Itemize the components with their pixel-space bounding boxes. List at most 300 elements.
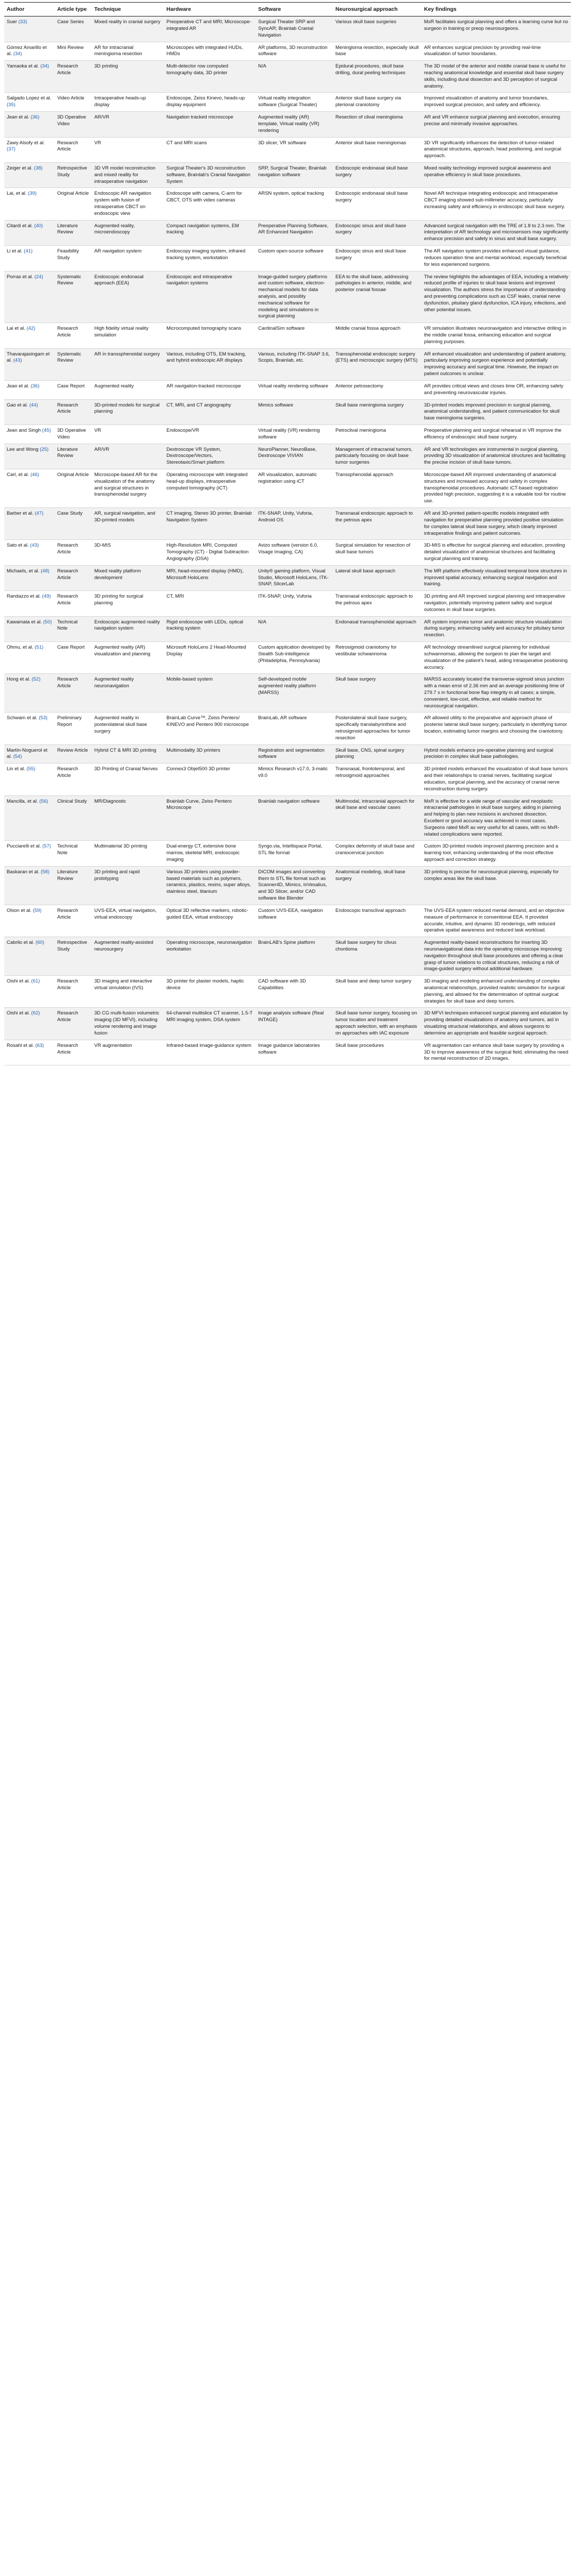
cell-key-findings: AR technology streamlined surgical planning for individual schwannomas, allowing the surgeon to plan the target and visualization of the patient's head, aiding intraoperative positioning accuracy. [421,642,571,674]
cell-article-type: Systematic Review [55,348,92,380]
cell-key-findings: VR augmentation can enhance skull base surgery by providing a 3D to improve awareness of the surgical field, eliminating the need for mental reconstruction of 2D images. [421,1040,571,1065]
table-row [4,616,571,641]
cell-software: Image-guided surgery platforms and custom software, electron-mechanical models for data analysis, and possibly mechanical software for modeling and simulations in surgical planning [256,271,333,323]
cell-article-type: Research Article [55,137,92,162]
table-row [4,469,571,508]
citation-link[interactable]: (56) [39,798,48,804]
table-row [4,425,571,444]
cell-technique: Microscope-based AR for the visualization of the anatomy and surgical structures in transsphenoidal surgery [92,469,164,508]
cell-hardware: High-Resolution MRI, Computed Tomography (CT) - Digital Subtraction Angiography (DSA) [164,540,256,565]
cell-hardware: Infrared-based image-guidance system [164,1040,256,1065]
cell-author [4,1008,55,1040]
cell-article-type: Research Article [55,540,92,565]
header-technique: Technique [92,3,164,16]
author-name: Citardi et al. [7,223,33,229]
table-row [4,642,571,674]
cell-neurosurgical-approach: Skull base meningioma surgery [333,399,421,425]
cell-article-type: Preliminary Report [55,713,92,744]
citation-link[interactable]: (58) [41,869,49,875]
citation-link[interactable]: (33) [18,19,27,25]
author-name: Oishi et al. [7,978,30,985]
cell-neurosurgical-approach: Endoscopic endonasal skull base surgery [333,188,421,220]
author-name: Zeiger et al. [7,165,33,171]
citation-link[interactable]: (45) [42,427,51,433]
table-row [4,112,571,137]
cell-technique: Hybrid CT & MRI 3D printing [92,744,164,764]
cell-article-type: Literature Review [55,444,92,469]
cell-neurosurgical-approach: Middle cranial fossa approach [333,323,421,348]
cell-technique: 3D VR model reconstruction and mixed reality for intraoperative navigation [92,162,164,188]
cell-neurosurgical-approach: Endonasal transsphenoidal approach [333,616,421,641]
citation-link[interactable]: (40) [34,223,43,229]
citation-link[interactable]: (41) [24,248,33,255]
cell-software: Custom UVS-EEA, navigation software [256,905,333,937]
citation-link[interactable]: (61) [31,978,40,985]
cell-author [4,905,55,937]
cell-author [4,444,55,469]
citation-link[interactable]: (35) [7,102,15,108]
cell-neurosurgical-approach: Retrosigmoid craniotomy for vestibular schwannoma [333,642,421,674]
citation-link[interactable]: (53) [39,715,48,721]
cell-technique: High fidelity virtual reality simulation [92,323,164,348]
author-name: Olson et al. [7,907,32,913]
cell-key-findings: Augmented reality-based reconstructions for inserting 3D neuronavigational data into the operating microscope improving navigation throughout skull base procedures and offering a clear grasp of tumor relations to critical structures, reducing a risk of image-guided surgery without additional hardware. [421,937,571,976]
cell-article-type: Research Article [55,399,92,425]
author-name: Suer [7,19,18,25]
cell-key-findings: The MR platform effectively visualized temporal bone structures in improved spatial accuracy, enhancing surgical navigation and training. [421,565,571,590]
table-row [4,188,571,220]
cell-technique: 3D printing [92,61,164,93]
cell-key-findings: 3D printed models enhanced the visualization of skull base tumors and their relationships to cranial nerves, facilitating surgical education, surgical planning, and the accuracy of cranial nerve reconstruction during surgery. [421,764,571,795]
cell-software: Syngo.via, Intellispace Portal, STL file format [256,841,333,866]
cell-author [4,469,55,508]
author-name: Lee and Wong [7,446,39,452]
table-row [4,246,571,271]
cell-author [4,42,55,61]
table-row [4,713,571,744]
cell-technique: 3D printing for surgical planning [92,591,164,616]
table-row [4,508,571,540]
cell-software: ARSN system, optical tracking [256,188,333,220]
cell-author [4,744,55,764]
author-name: Yamaoka et al. [7,63,39,70]
table-row [4,744,571,764]
cell-technique: VR [92,425,164,444]
cell-hardware: Microcomputed tomography scans [164,323,256,348]
cell-neurosurgical-approach: Transnasal endoscopic approach to the petrous apex [333,591,421,616]
cell-article-type: Literature Review [55,220,92,245]
cell-software: Unity® gaming platform, Visual Studio, Microsoft HoloLens, ITK-SNAP, SlicerLab [256,565,333,590]
cell-neurosurgical-approach: Anterior petrosectomy [333,380,421,399]
header-article-type: Article type [55,3,92,16]
table-row [4,137,571,162]
cell-author [4,713,55,744]
citation-link[interactable]: (46) [30,472,39,478]
cell-software: N/A [256,61,333,93]
cell-hardware: Microscopes with integrated HUDs, HMDs [164,42,256,61]
cell-author [4,137,55,162]
citation-link[interactable]: (54) [13,754,22,760]
cell-hardware: Rigid endoscope with LEDs, optical tracking system [164,616,256,641]
header-hardware: Hardware [164,3,256,16]
cell-article-type: Technical Note [55,616,92,641]
cell-neurosurgical-approach: Endoscopic endonasal skull base surgery [333,162,421,188]
cell-hardware: MRI, head-mounted display (HMD), Microsoft HoloLens [164,565,256,590]
citation-link[interactable]: (38) [33,165,43,171]
cell-software: Avizo software (version 6.0, Visage Imaging, CA) [256,540,333,565]
cell-article-type: Retrospective Study [55,162,92,188]
cell-author [4,1040,55,1065]
cell-article-type: Case Study [55,508,92,540]
author-name: Lai, et al. [7,191,27,197]
cell-software: Preoperative Planning Software, AR Enhanced Navigation [256,220,333,245]
cell-author [4,425,55,444]
cell-software: Virtual reality rendering software [256,380,333,399]
cell-software: Mimics software [256,399,333,425]
cell-technique: Augmented reality-assisted neurosurgery [92,937,164,976]
cell-key-findings: Microscope-based AR improved understanding of anatomical structures and increased accuracy and safety in complex transsphenoidal procedures. Automatic iCT-based registration provided high precision, suggesting it is a valuable tool for routine use. [421,469,571,508]
author-name: Lin et al. [7,766,25,772]
cell-article-type: Research Article [55,905,92,937]
cell-technique: AR navigation system [92,246,164,271]
table-row [4,764,571,795]
table-row [4,795,571,841]
citation-link[interactable]: (25) [40,446,49,452]
table-header [4,3,571,16]
cell-neurosurgical-approach: Endoscopic sinus and skull base surgery [333,220,421,245]
cell-key-findings: MxR facilitates surgical planning and offers a learning curve but no surgeon in training or preop neurosurgeons. [421,16,571,42]
cell-author [4,348,55,380]
cell-software: Image guidance laboratories software [256,1040,333,1065]
cell-hardware: CT, MRI [164,591,256,616]
cell-software: Brainlab navigation software [256,795,333,841]
cell-hardware: Surgical Theater's 3D reconstruction software, Brainlab's Cranial Navigation System [164,162,256,188]
cell-technique: 3D CG multi-fusion volumetric imaging (3D MFVI), including volume rendering and image fusion [92,1008,164,1040]
cell-neurosurgical-approach: Anterior skull base surgery via pterional craniotomy [333,93,421,112]
cell-author [4,399,55,425]
cell-article-type: Research Article [55,565,92,590]
cell-software: Registration and segmentation software [256,744,333,764]
cell-article-type: Case Series [55,16,92,42]
cell-key-findings: AR and 3D-printed patient-specific models integrated with navigation for preoperative planning provided positive simulation for complex lateral skull base surgery, which clearly improved intraoperative findings and patient outcomes. [421,508,571,540]
cell-software: Image analysis software (Real INTAGE) [256,1008,333,1040]
cell-key-findings: AR and VR technologies are instrumental in surgical planning, providing 3D visualization of anatomical structures and facilitating the precise incision of skull base tumors. [421,444,571,469]
author-name: Martín-Noguerol et al. [7,747,48,760]
cell-software: Virtual reality (VR) rendering software [256,425,333,444]
cell-hardware: Multi-detector row computed tomography data, 3D printer [164,61,256,93]
cell-technique: Mixed reality in cranial surgery [92,16,164,42]
cell-neurosurgical-approach: Meningioma resection, especially skull base [333,42,421,61]
cell-technique: Endoscopic AR navigation system with fusion of intraoperative CBCT on endoscopic view [92,188,164,220]
author-name: Carl, et al. [7,472,29,478]
table-row [4,61,571,93]
cell-hardware: Endoscope/VR [164,425,256,444]
cell-neurosurgical-approach: Endoscopic transclival approach [333,905,421,937]
cell-hardware: Endoscopy imaging system, infrared tracking system, workstation [164,246,256,271]
cell-software: SRP, Surgical Theater, Brainlab navigation software [256,162,333,188]
author-name: Sato et al. [7,543,29,549]
cell-neurosurgical-approach: Various skull base surgeries [333,16,421,42]
citation-link[interactable]: (59) [32,907,42,913]
cell-neurosurgical-approach: Resection of clival meningioma [333,112,421,137]
author-name: Rosahl et al. [7,1042,34,1048]
cell-technique: AR/VR [92,444,164,469]
table-row [4,674,571,713]
citation-link[interactable]: (43) [30,543,39,549]
cell-hardware: 64-channel multislice CT scanner, 1.5-T MRI imaging system, DSA system [164,1008,256,1040]
cell-key-findings: AR allowed utility to the preparative and approach phase of posterior lateral skull base surgery, particularly in identifying tumor location, estimating tumor margins and choosing the craniotomy. [421,713,571,744]
cell-software: Virtual reality integration software (Surgical Theater) [256,93,333,112]
cell-hardware: CT and MRI scans [164,137,256,162]
cell-software: Various, including ITK-SNAP 3.6, Scopis, Brainlab, etc. [256,348,333,380]
table-row [4,565,571,590]
cell-technique: Augmented reality [92,380,164,399]
citation-link[interactable]: (63) [35,1042,44,1048]
citation-link[interactable]: (34) [40,63,49,70]
cell-hardware: Mobile-based system [164,674,256,713]
cell-technique: Endoscopic augmented reality navigation system [92,616,164,641]
cell-software: NeuroPlanner, NeuroBase, Dextroscope VIVIAN [256,444,333,469]
cell-technique: Endoscopic endonasal approach (EEA) [92,271,164,323]
cell-neurosurgical-approach: Transnasal endoscopic approach to the petrous apex [333,508,421,540]
cell-article-type: Mini Review [55,42,92,61]
table-row [4,1040,571,1065]
cell-neurosurgical-approach: Endoscopic sinus and skull base surgery [333,246,421,271]
table-row [4,1008,571,1040]
cell-hardware: Endoscope, Zeiss Kinevo, heads-up display equipment [164,93,256,112]
cell-hardware: Operating microscope, neuronavigation workstation [164,937,256,976]
author-name: Cabrilo et al. [7,940,35,946]
cell-technique: 3D imaging and interactive virtual simulation (IVS) [92,976,164,1008]
citation-link[interactable]: (24) [34,274,43,280]
cell-author [4,616,55,641]
cell-article-type: Literature Review [55,866,92,905]
author-name: Jean et al. [7,383,29,389]
cell-article-type: Original Article [55,469,92,508]
cell-technique: 3D printing and rapid prototyping [92,866,164,905]
cell-key-findings: The review highlights the advantages of EEA, including a relatively reduced profile of injuries to skull base lesions and improved visualization. The authors stress the importance of understanding and preventing complications such as CSF leaks, cranial nerve dysfunction, pituitary gland dysfunction, ICA injury, infections, and other potential issues. [421,271,571,323]
cell-article-type: Case Report [55,380,92,399]
citation-link[interactable]: (48) [41,568,49,574]
cell-article-type: Research Article [55,674,92,713]
table-row [4,271,571,323]
cell-hardware: Preoperative CT and MRI; Microscope-integrated AR [164,16,256,42]
cell-author [4,937,55,976]
citation-link[interactable]: (49) [42,594,51,600]
citation-link[interactable]: (39) [28,191,37,197]
cell-author [4,162,55,188]
cell-article-type: Research Article [55,61,92,93]
cell-hardware: CT, MRI, and CT angiography [164,399,256,425]
cell-software: BrainLAB's Spine platform [256,937,333,976]
cell-article-type: Systematic Review [55,271,92,323]
table-row [4,220,571,245]
cell-hardware: Navigation tracked microscope [164,112,256,137]
cell-hardware: Connex3 Objet500 3D printer [164,764,256,795]
cell-technique: AR for intracranial meningioma resection [92,42,164,61]
cell-author [4,642,55,674]
cell-hardware: Brainlab Curve, Zeiss Pentero Microscope [164,795,256,841]
cell-technique: Augmented reality neuronavigation [92,674,164,713]
author-name: Barber et al. [7,511,33,517]
author-name: Zawy Alsofy et al. [7,140,45,146]
table-row [4,42,571,61]
cell-key-findings: VR simulation illustrates neuronavigation and interactive drilling in the middle cranial fossa, enhancing education and surgical planning purposes. [421,323,571,348]
cell-neurosurgical-approach: Multimodal, intracranial approach for skull base and vascular cases [333,795,421,841]
table-row [4,591,571,616]
cell-hardware: Optical 3D reflective markers, robotic-guided EEA, virtual endoscopy [164,905,256,937]
cell-neurosurgical-approach: Lateral skull base approach [333,565,421,590]
cell-hardware: BrainLab Curve™, Zeiss Pentero/ KINEVO and Pentero 900 microscope [164,713,256,744]
cell-author [4,246,55,271]
citation-link[interactable]: (36) [30,383,40,389]
table-row [4,976,571,1008]
cell-key-findings: Mixed reality technology improved surgical awareness and operative efficiency in skull base procedures. [421,162,571,188]
cell-hardware: Various, including OTS, EM tracking, and hybrid endoscopic AR displays [164,348,256,380]
cell-neurosurgical-approach: Transnasal, frontotemporal, and retrosigmoid approaches [333,764,421,795]
cell-key-findings: AR and VR enhance surgical planning and execution, ensuring precise and minimally invasive approaches. [421,112,571,137]
cell-key-findings: Novel AR technique integrating endoscopic and intraoperative CBCT imaging showed sub-millimeter accuracy, particularly increasing safety and efficiency in endoscopic skull base surgery. [421,188,571,220]
citation-link[interactable]: (44) [29,402,38,408]
author-name: Randazzo et al. [7,594,41,600]
table-row [4,16,571,42]
citation-link[interactable]: (36) [30,114,40,121]
cell-neurosurgical-approach: Skull base surgery for clivus chordoma [333,937,421,976]
table-row [4,348,571,380]
citation-link[interactable]: (62) [31,1010,40,1016]
cell-author [4,508,55,540]
cell-key-findings: AR provides critical views and closes time OR, enhancing safety and preventing neurovascular injuries. [421,380,571,399]
cell-software: CAD software with 3D Capabilities [256,976,333,1008]
cell-software: Self-developed mobile augmented reality platform (MARSS) [256,674,333,713]
cell-author [4,540,55,565]
cell-article-type: Research Article [55,976,92,1008]
cell-article-type: Retrospective Study [55,937,92,976]
author-name: Kawamata et al. [7,619,42,625]
cell-article-type: Clinical Study [55,795,92,841]
cell-hardware: Dextroscope VR System, Dextroscope/Vectors, Stereotaxic/Smart platform [164,444,256,469]
citation-link[interactable]: (37) [7,146,15,152]
header-neurosurgical-approach: Neurosurgical approach [333,3,421,16]
cell-software: N/A [256,616,333,641]
cell-technique: Augmented reality in posterolateral skull base surgery [92,713,164,744]
cell-hardware: Dual-energy CT, extensive bone marrow, skeletal MRI, endoscopic imaging [164,841,256,866]
cell-key-findings: MARSS accurately located the transverse-sigmoid sinus junction with a mean error of 2.36 mm and an average positioning time of 279.7 s in functional bone flap integrity in all cases; a simple, convenient, low-cost, effective, and reliable method for neurosurgical navigation. [421,674,571,713]
author-name: Ohmu, et al. [7,645,33,651]
cell-neurosurgical-approach: Skull base surgery [333,674,421,713]
cell-author [4,380,55,399]
cell-neurosurgical-approach: Complex deformity of skull base and craniocervical junction [333,841,421,866]
cell-neurosurgical-approach: Transsphenoidal endoscopic surgery (ETS) and microscopic surgery (MTS) [333,348,421,380]
cell-hardware: 3D printer for plaster models, haptic device [164,976,256,1008]
author-name: Li et al. [7,248,23,255]
cell-technique: 3D-printed models for surgical planning [92,399,164,425]
cell-key-findings: 3D imaging and modeling enhanced understanding of complex anatomical relationships, provided realistic simulation for surgical planning, and allowed for the determination of optimal surgical strategies for skull base and deep tumors. [421,976,571,1008]
cell-technique: UVS-EEA, virtual navigation, virtual endoscopy [92,905,164,937]
cell-hardware: Microsoft HoloLens 2 Head-Mounted Display [164,642,256,674]
header-row [4,3,571,16]
cell-author [4,188,55,220]
cell-technique: Augmented reality (AR) visualization and planning [92,642,164,674]
cell-neurosurgical-approach: Skull base and deep tumor surgery [333,976,421,1008]
cell-software: DICOM images and converting them to STL file format such as Scanner4D, Mimics, InVesalius, and 3D Slicer, and/or CAD software like Blender [256,866,333,905]
cell-article-type: Video Article [55,93,92,112]
cell-technique: MR/Diagnostic [92,795,164,841]
cell-software: ITK-SNAP, Unity, Vuforia, Android OS [256,508,333,540]
cell-article-type: Research Article [55,1008,92,1040]
header-key-findings: Key findings [421,3,571,16]
cell-software: ITK-SNAP, Unity, Vuforia [256,591,333,616]
cell-article-type: Research Article [55,323,92,348]
cell-technique: Augmented reality, microendoscopy [92,220,164,245]
cell-hardware: AR navigation-tracked microscope [164,380,256,399]
cell-neurosurgical-approach: Surgical simulation for resection of skull base tumors [333,540,421,565]
citation-link[interactable]: (47) [35,511,44,517]
cell-hardware: Compact navigation systems, EM tracking [164,220,256,245]
cell-author [4,764,55,795]
citation-link[interactable]: (57) [42,843,52,850]
cell-hardware: Operating microscope with integrated head-up displays, intraoperative computed tomography (iCT) [164,469,256,508]
cell-key-findings: 3D MFVI techniques enhanced surgical planning and education by providing detailed visualizations of anatomy and tumors, aid in visualizing structural relationships, and allows surgeons to determine an appropriate and feasible surgical approach. [421,1008,571,1040]
cell-technique: Mixed reality platform development [92,565,164,590]
cell-software: 3D slicer, VR software [256,137,333,162]
citation-link[interactable]: (42) [26,326,36,332]
cell-software: AR platforms, 3D reconstruction software [256,42,333,61]
table-row [4,399,571,425]
table-row [4,937,571,976]
cell-key-findings: Advanced surgical navigation with the TRE of 1.8 to 2.3 mm. The interpretation of AR technology and microsensors may significantly enhance precision and safety in sinus and skull base surgery. [421,220,571,245]
cell-author [4,591,55,616]
cell-key-findings: 3D-MIS is effective for surgical planning and education, providing detailed visualization of anatomical structures and facilitating surgical planning and training. [421,540,571,565]
author-name: Thavarajasingam et al. [7,351,50,364]
cell-technique: 3D-MIS [92,540,164,565]
cell-software: AR visualization, automatic registration using iCT [256,469,333,508]
cell-key-findings: AR enhanced visualization and understanding of patient anatomy, particularly improving surgeon experience and potentially improving accuracy and surgical time. However, the impact on patient outcomes is unclear. [421,348,571,380]
cell-hardware: Various 3D printers using powder-based materials such as polymers, ceramics, plastics, resins, super alloys, stainless steel, titanium [164,866,256,905]
cell-article-type: Original Article [55,188,92,220]
cell-article-type: 3D Operative Video [55,112,92,137]
cell-key-findings: Custom 3D-printed models improved planning precision and a learning tool, enhancing understanding of the most effective approach and correction strategy. [421,841,571,866]
table-row [4,93,571,112]
cell-hardware: CT imaging, Stereo 3D printer, Brainlab Navigation System [164,508,256,540]
citation-link[interactable]: (52) [31,676,41,683]
cell-neurosurgical-approach: Anterior skull base meningiomas [333,137,421,162]
cell-neurosurgical-approach: Transsphenoidal approach [333,469,421,508]
cell-author [4,674,55,713]
cell-technique: 3D Printing of Cranial Nerves [92,764,164,795]
cell-key-findings: MxR is effective for a wide range of vascular and neoplastic intracranial pathologies in skull base surgery, aiding in planning and helping to plan new incisions in anchored dissection. Excellent or good accuracy was achieved in most cases. Surgeons rated MxR as very useful for all cases, with no MxR-related complications were reported. [421,795,571,841]
citation-link[interactable]: (60) [35,940,44,946]
cell-article-type: Research Article [55,1040,92,1065]
citation-link[interactable]: (34) [13,51,22,57]
cell-neurosurgical-approach: Posterolateral skull base surgery, specifically translabyrinthine and retrosigmoid approaches for tumor resection [333,713,421,744]
author-name: Lai et al. [7,326,25,332]
cell-article-type: Case Report [55,642,92,674]
citation-link[interactable]: (55) [26,766,36,772]
citation-link[interactable]: (50) [43,619,52,625]
author-name: Hong et al. [7,676,30,683]
citation-link[interactable]: (43) [13,358,22,364]
cell-author [4,220,55,245]
cell-neurosurgical-approach: Petroclival meningioma [333,425,421,444]
cell-article-type: Technical Note [55,841,92,866]
cell-neurosurgical-approach: Skull base tumor surgery, focusing on tumor location and treatment approach selection, with an emphasis on approaches with IAC exposure [333,1008,421,1040]
cell-author [4,112,55,137]
cell-neurosurgical-approach: Epidural procedures, skull base drilling, dural peeling techniques [333,61,421,93]
cell-author [4,93,55,112]
author-name: Jean and Singh [7,427,41,433]
citation-link[interactable]: (51) [35,645,44,651]
